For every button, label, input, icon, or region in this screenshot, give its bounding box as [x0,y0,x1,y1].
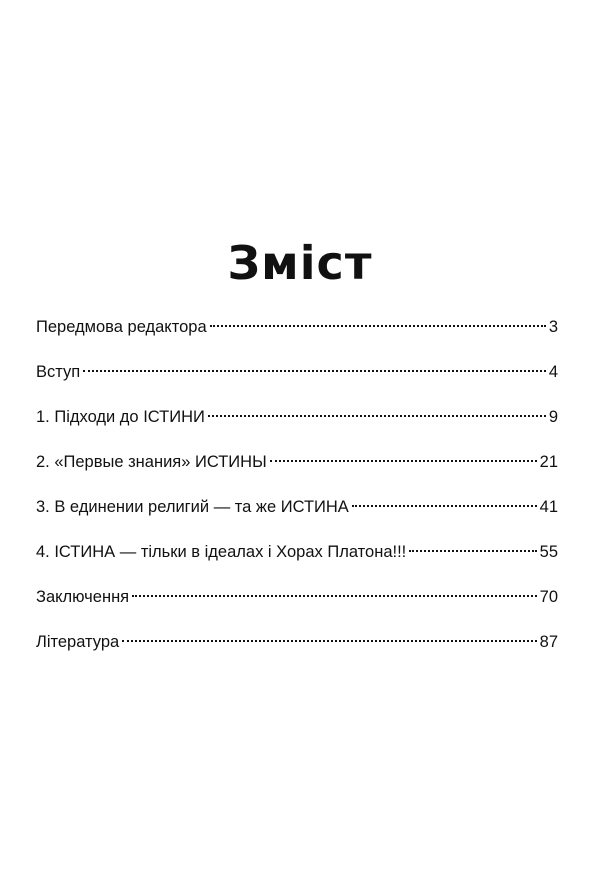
toc-entry-label: Вступ [36,363,81,381]
toc-entry-introduction [36,357,558,402]
toc-entry-page: 87 [539,633,558,651]
toc-entry-label: Заключення [36,588,130,606]
toc-entry-page: 21 [539,453,558,471]
toc-entry-label: Література [36,633,120,651]
toc-entry-label: 4. ІСТИНА — тільки в ідеалах і Хорах Платона!!! [36,543,407,561]
toc-entry-page: 55 [539,543,558,561]
toc-entry-page: 4 [548,363,558,381]
toc-entry-page: 41 [539,498,558,516]
table-of-contents [36,312,558,672]
dot-leader [208,415,546,417]
dot-leader [122,640,536,642]
page-title: Зміст [227,236,373,290]
toc-entry-conclusion [36,582,558,627]
dot-leader [210,325,546,327]
toc-entry-label: 3. В единении религий — та же ИСТИНА [36,498,349,516]
dot-leader [270,460,537,462]
toc-entry-label: 2. «Первые знания» ИСТИНЫ [36,453,267,471]
dot-leader [83,370,546,372]
toc-entry-chapter-1 [36,402,558,447]
toc-entry-page: 3 [548,318,558,336]
toc-entry-foreword [36,312,558,357]
toc-entry-page: 70 [539,588,558,606]
toc-entry-page: 9 [548,408,558,426]
dot-leader [352,505,537,507]
dot-leader [132,595,537,597]
toc-entry-label: Передмова редактора [36,318,207,336]
toc-entry-chapter-3 [36,492,558,537]
toc-entry-chapter-2 [36,447,558,492]
toc-entry-chapter-4 [36,537,558,582]
toc-entry-bibliography [36,627,558,672]
toc-entry-label: 1. Підходи до ІСТИНИ [36,408,205,426]
dot-leader [409,550,536,552]
